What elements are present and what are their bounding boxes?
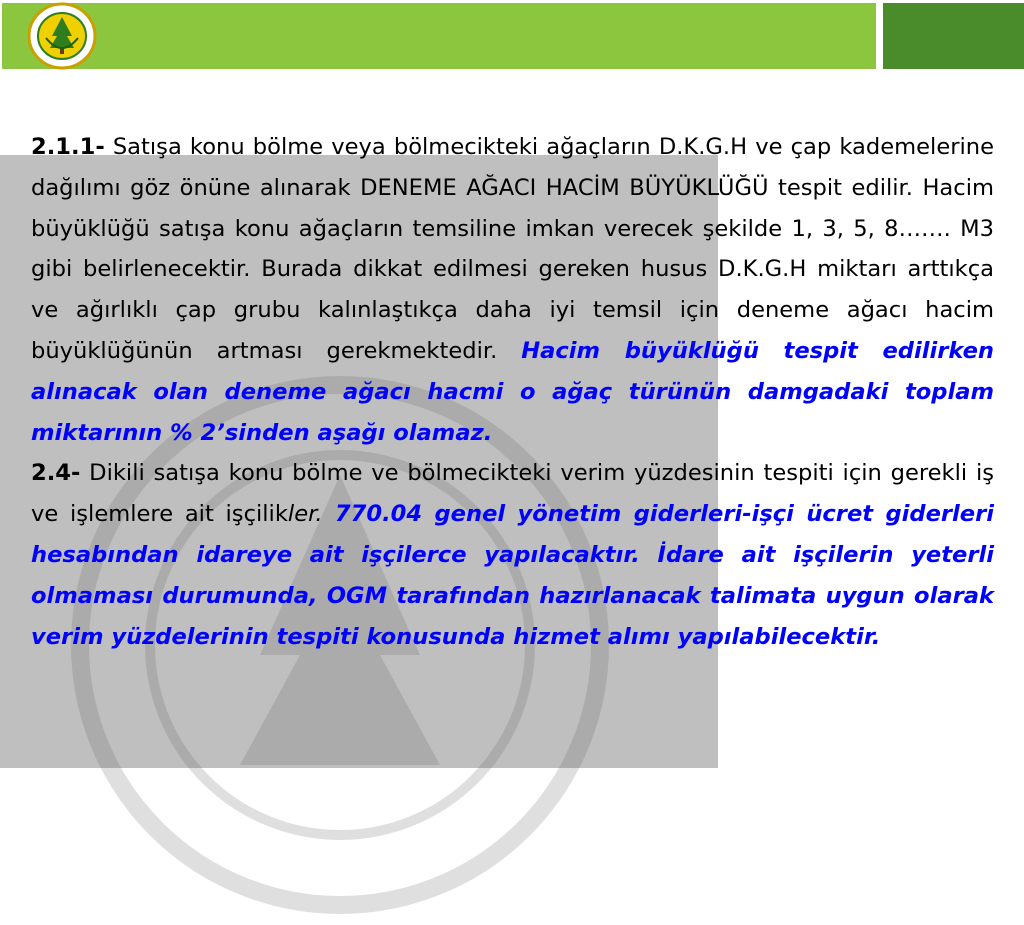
header-bar-side — [883, 3, 1024, 69]
slide-content — [31, 127, 994, 657]
paragraph-2-4 — [31, 453, 994, 657]
header-band — [0, 0, 1024, 71]
paragraph-number: 2.1.1- — [31, 134, 105, 160]
ogm-logo — [26, 2, 98, 70]
header-bar-main — [2, 3, 876, 69]
paragraph-text: Satışa konu bölme veya bölmecikteki ağaçların D.K.G.H ve çap kademelerine dağılımı göz önüne alınarak DENEME AĞACI HACİM BÜYÜKLÜĞÜ tespit edilir. Hacim büyüklüğü satışa konu ağaçların temsiline imkan verecek şekilde 1, 3, 5, 8……. M3 gibi belirlenecektir. Burada dikkat edilmesi gereken husus D.K.G.H miktarı arttıkça ve ağırlıklı çap grubu kalınlaştıkça daha iyi temsil için deneme ağacı hacim büyüklüğünün artması gerekmektedir. — [31, 134, 994, 364]
paragraph-text: Dikili satışa konu bölme ve bölmecikteki verim yüzdesinin tespiti için gerekli iş ve işlemlere ait işçilik — [31, 460, 994, 528]
paragraph-text-italic: ler. — [287, 501, 323, 528]
paragraph-number: 2.4- — [31, 460, 81, 487]
paragraph-emphasis: Hacim büyüklüğü tespit edilirken alınacak olan deneme ağacı hacmi o ağaç türünün damgadaki toplam miktarının % 2’sinden aşağı olamaz. — [31, 337, 994, 446]
paragraph-emphasis: 770.04 genel yönetim giderleri-işçi ücret giderleri hesabından idareye ait işçilerce yapılacaktır. İdare ait işçilerin yeterli olmaması durumunda, OGM tarafından hazırlanacak talimata uygun olarak verim yüzdelerinin tespiti konusunda hizmet alımı yapılabilecektir. — [31, 501, 994, 650]
ogm-logo-icon — [26, 2, 98, 70]
paragraph-2-1-1 — [31, 127, 994, 453]
